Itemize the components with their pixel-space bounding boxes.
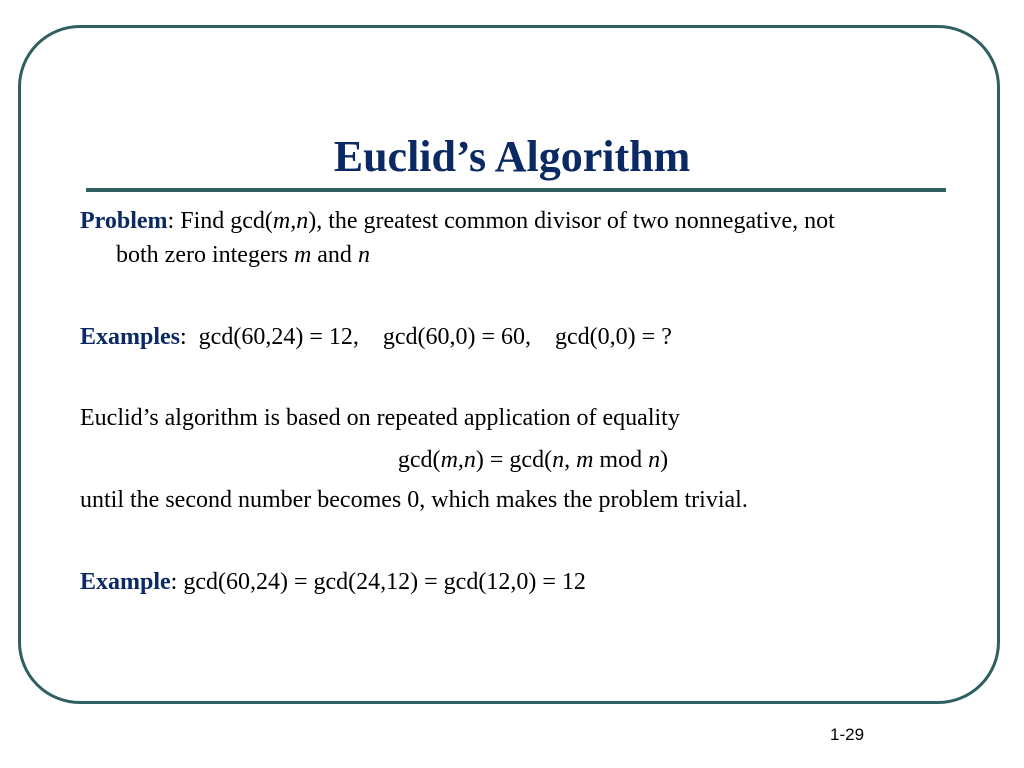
formula-eq: ) = gcd( [475, 447, 553, 473]
examples-label: Examples [80, 324, 181, 350]
formula-gcd-open: gcd( [397, 447, 441, 473]
algorithm-intro: Euclid’s algorithm is based on repeated application of equality [80, 405, 680, 431]
problem-italic-mn: m,n [272, 208, 309, 234]
problem-line2-text: both zero integers [116, 242, 294, 268]
problem-italic-m: m [293, 242, 312, 268]
algorithm-conclusion: until the second number becomes 0, which makes the problem trivial. [80, 487, 748, 513]
examples-line [80, 320, 672, 354]
slide-title: Euclid’s Algorithm [333, 132, 691, 181]
examples-text: : gcd(60,24) = 12, gcd(60,0) = 60, gcd(0,0) = ? [180, 324, 672, 350]
slide-frame [18, 25, 1000, 704]
problem-label: Problem [80, 208, 168, 234]
problem-text-2: ), the greatest common divisor of two nonnegative, not [308, 208, 835, 234]
page-number: 1-29 [830, 725, 865, 744]
problem-line-1 [80, 204, 835, 238]
formula-close: ) [660, 447, 669, 473]
formula-mn: m,n [440, 447, 476, 473]
example-label: Example [80, 569, 171, 595]
title-underline [86, 188, 946, 192]
example-line [80, 565, 586, 599]
formula-nm: n, m [552, 447, 594, 473]
problem-italic-n: n [357, 242, 370, 268]
example-text: : gcd(60,24) = gcd(24,12) = gcd(12,0) = 12 [170, 569, 586, 595]
problem-text-1: : Find gcd( [167, 208, 273, 234]
problem-line-2 [116, 238, 370, 272]
algorithm-formula [0, 443, 1024, 477]
problem-line2-and: and [311, 242, 358, 268]
formula-mod: mod [593, 447, 649, 473]
formula-n: n [648, 447, 661, 473]
